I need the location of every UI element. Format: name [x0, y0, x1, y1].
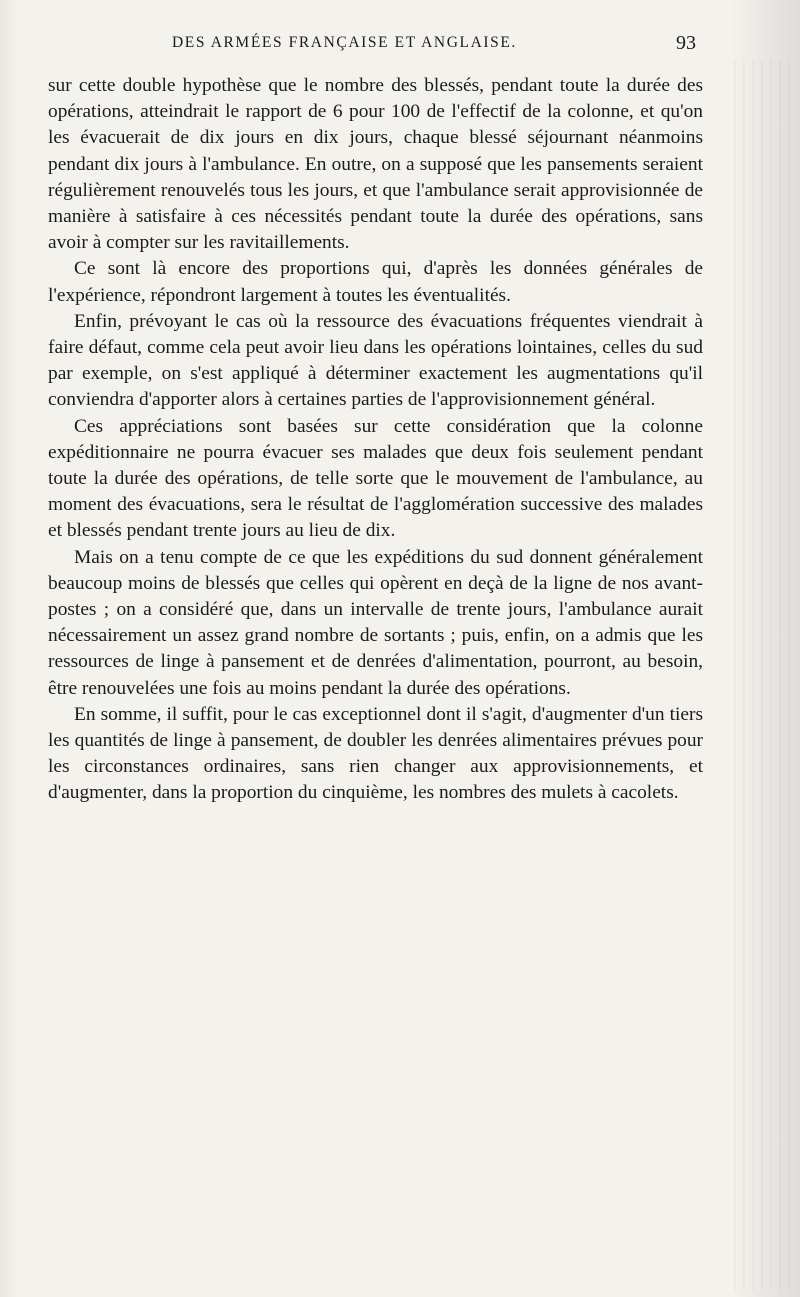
page-header: [48, 34, 696, 60]
paragraph-2: Ce sont là encore des proportions qui, d'après les données générales de l'expérience, répondront largement à toutes les éventualités.: [48, 258, 703, 306]
show-through-texture: [734, 60, 794, 1290]
running-title: DES ARMÉES FRANÇAISE ET ANGLAISE.: [172, 34, 517, 51]
body-text: [48, 73, 703, 807]
paragraph-5: Mais on a tenu compte de ce que les expéditions du sud donnent généralement beaucoup moins de blessés que celles qui opèrent en deçà de la ligne de nos avant-postes ; on a considéré que, dans un intervalle de trente jours, l'ambulance aurait nécessairement un assez grand nombre de sortants ; puis, enfin, on a admis que les ressources de linge à pansement et de denrées d'alimentation, pourront, au besoin, être renouvelées une fois au moins pendant la durée des opérations.: [48, 546, 703, 699]
paragraph-1: sur cette double hypothèse que le nombre des blessés, pendant toute la durée des opérations, atteindrait le rapport de 6 pour 100 de l'effectif de la colonne, et qu'on les évacuerait de dix jours en dix jours, chaque blessé séjournant néanmoins pendant dix jours à l'ambulance. En outre, on a supposé que les pansements seraient régulièrement renouvelés tous les jours, et que l'ambulance serait approvisionnée de manière à satisfaire à ces nécessités pendant toute la durée des opérations, sans avoir à compter sur les ravitaillements.: [48, 75, 703, 254]
paragraph-4: Ces appréciations sont basées sur cette considération que la colonne expéditionnaire ne pourra évacuer ses malades que deux fois seulement pendant toute la durée des opérations, de telle sorte que le mouvement de l'ambulance, au moment des évacuations, sera le résultat de l'agglomération successive des malades et blessés pendant trente jours au lieu de dix.: [48, 415, 703, 542]
paragraph-6: En somme, il suffit, pour le cas exceptionnel dont il s'agit, d'augmenter d'un tiers les quantités de linge à pansement, de doubler les denrées alimentaires prévues pour les circonstances ordinaires, sans rien changer aux approvisionnements, et d'augmenter, dans la proportion du cinquième, les nombres des mulets à cacolets.: [48, 703, 703, 804]
paragraph-3: Enfin, prévoyant le cas où la ressource des évacuations fréquentes viendrait à faire défaut, comme cela peut avoir lieu dans les opérations lointaines, celles du sud par exemple, on s'est appliqué à déterminer exactement les augmentations qu'il conviendra d'apporter alors à certaines parties de l'approvisionnement général.: [48, 310, 703, 411]
page-number: 93: [676, 32, 696, 54]
